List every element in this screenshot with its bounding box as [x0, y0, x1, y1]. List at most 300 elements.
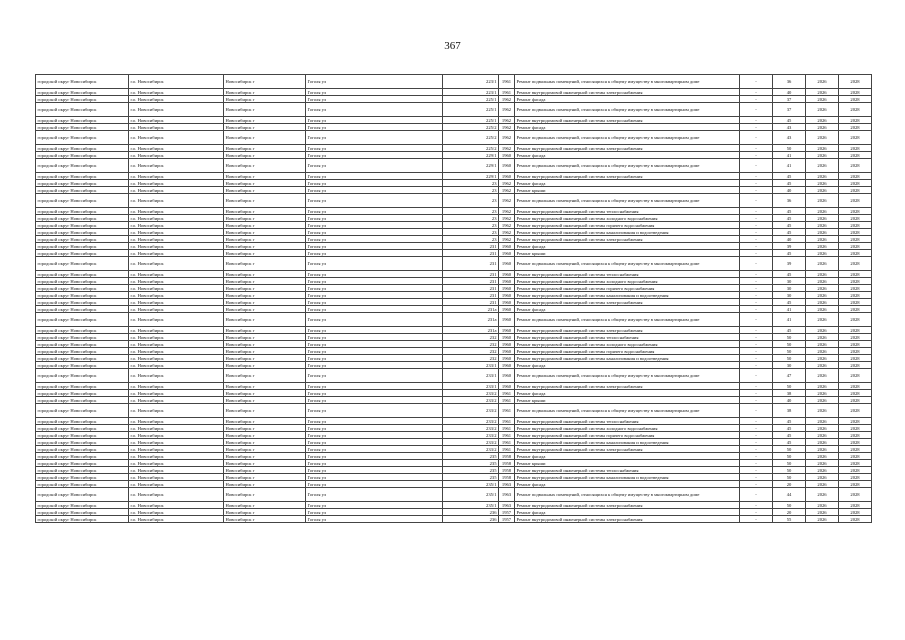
end-year-cell: 2028 — [839, 257, 872, 271]
end-year-cell: 2028 — [839, 306, 872, 313]
amount-cell: 47 — [773, 369, 806, 383]
house-number-cell: 23 — [443, 194, 499, 208]
dash-cell: - — [740, 313, 773, 327]
start-year-cell: 2026 — [806, 362, 839, 369]
work-type-cell: Ремонт внутридомовой инженерной системы канализования и водоотведения — [515, 355, 740, 362]
start-year-cell: 2026 — [806, 418, 839, 425]
amount-cell: 30 — [773, 362, 806, 369]
build-year-cell: 1960 — [499, 334, 515, 341]
table-row — [36, 397, 872, 404]
street-cell: Гоголя ул — [306, 103, 443, 117]
build-year-cell: 1962 — [499, 145, 515, 152]
start-year-cell: 2026 — [806, 194, 839, 208]
locality-cell: Новосибирск г — [224, 292, 306, 299]
start-year-cell: 2026 — [806, 516, 839, 523]
municipality-cell: городской округ Новосибирск — [36, 250, 129, 257]
start-year-cell: 2026 — [806, 215, 839, 222]
table-row — [36, 355, 872, 362]
amount-cell: 20 — [773, 509, 806, 516]
build-year-cell: 1960 — [499, 327, 515, 334]
municipality-cell: городской округ Новосибирск — [36, 257, 129, 271]
locality-cell: Новосибирск г — [224, 418, 306, 425]
dash-cell: - — [740, 89, 773, 96]
table-row — [36, 362, 872, 369]
work-type-cell: Ремонт внутридомовой инженерной системы электроснабжения — [515, 516, 740, 523]
municipal-district-cell: г.о. Новосибирск — [129, 313, 224, 327]
locality-cell: Новосибирск г — [224, 306, 306, 313]
work-type-cell: Ремонт крыши — [515, 460, 740, 467]
start-year-cell: 2026 — [806, 124, 839, 131]
build-year-cell: 1960 — [499, 369, 515, 383]
house-number-cell: 233/2 — [443, 397, 499, 404]
table-row — [36, 187, 872, 194]
build-year-cell: 1960 — [499, 271, 515, 278]
build-year-cell: 1962 — [499, 236, 515, 243]
municipal-district-cell: г.о. Новосибирск — [129, 502, 224, 509]
start-year-cell: 2026 — [806, 250, 839, 257]
street-cell: Гоголя ул — [306, 502, 443, 509]
start-year-cell: 2026 — [806, 348, 839, 355]
house-number-cell: 23 — [443, 208, 499, 215]
build-year-cell: 1963 — [499, 488, 515, 502]
work-type-cell: Ремонт внутридомовой инженерной системы электроснабжения — [515, 299, 740, 306]
dash-cell: - — [740, 390, 773, 397]
dash-cell: - — [740, 362, 773, 369]
table-row — [36, 229, 872, 236]
municipal-district-cell: г.о. Новосибирск — [129, 257, 224, 271]
municipal-district-cell: г.о. Новосибирск — [129, 348, 224, 355]
amount-cell: 20 — [773, 481, 806, 488]
table-row — [36, 383, 872, 390]
dash-cell: - — [740, 243, 773, 250]
build-year-cell: 1958 — [499, 460, 515, 467]
build-year-cell: 1962 — [499, 124, 515, 131]
build-year-cell: 1960 — [499, 159, 515, 173]
end-year-cell: 2028 — [839, 117, 872, 124]
house-number-cell: 236 — [443, 516, 499, 523]
house-number-cell: 231 — [443, 250, 499, 257]
street-cell: Гоголя ул — [306, 306, 443, 313]
house-number-cell: 23 — [443, 215, 499, 222]
house-number-cell: 229/1 — [443, 173, 499, 180]
start-year-cell: 2026 — [806, 145, 839, 152]
page-number: 367 — [444, 40, 461, 52]
dash-cell: - — [740, 229, 773, 236]
end-year-cell: 2028 — [839, 208, 872, 215]
municipality-cell: городской округ Новосибирск — [36, 439, 129, 446]
dash-cell: - — [740, 299, 773, 306]
build-year-cell: 1960 — [499, 299, 515, 306]
table-row — [36, 509, 872, 516]
street-cell: Гоголя ул — [306, 348, 443, 355]
locality-cell: Новосибирск г — [224, 502, 306, 509]
municipal-district-cell: г.о. Новосибирск — [129, 159, 224, 173]
amount-cell: 40 — [773, 187, 806, 194]
municipality-cell: городской округ Новосибирск — [36, 453, 129, 460]
work-type-cell: Ремонт фасада — [515, 243, 740, 250]
dash-cell: - — [740, 180, 773, 187]
build-year-cell: 1962 — [499, 103, 515, 117]
locality-cell: Новосибирск г — [224, 257, 306, 271]
municipality-cell: городской округ Новосибирск — [36, 341, 129, 348]
table-row — [36, 488, 872, 502]
end-year-cell: 2028 — [839, 432, 872, 439]
dash-cell: - — [740, 418, 773, 425]
amount-cell: 40 — [773, 89, 806, 96]
end-year-cell: 2028 — [839, 390, 872, 397]
work-type-cell: Ремонт внутридомовой инженерной системы теплоснабжения — [515, 334, 740, 341]
dash-cell: - — [740, 502, 773, 509]
street-cell: Гоголя ул — [306, 145, 443, 152]
municipality-cell: городской округ Новосибирск — [36, 271, 129, 278]
house-number-cell: 225/1 — [443, 96, 499, 103]
table-row — [36, 453, 872, 460]
house-number-cell: 235 — [443, 453, 499, 460]
end-year-cell: 2028 — [839, 453, 872, 460]
street-cell: Гоголя ул — [306, 334, 443, 341]
end-year-cell: 2028 — [839, 173, 872, 180]
table-row — [36, 152, 872, 159]
locality-cell: Новосибирск г — [224, 481, 306, 488]
amount-cell: 39 — [773, 257, 806, 271]
municipality-cell: городской округ Новосибирск — [36, 222, 129, 229]
municipal-district-cell: г.о. Новосибирск — [129, 131, 224, 145]
house-number-cell: 225/2 — [443, 124, 499, 131]
municipality-cell: городской округ Новосибирск — [36, 285, 129, 292]
table-row — [36, 117, 872, 124]
municipality-cell: городской округ Новосибирск — [36, 383, 129, 390]
build-year-cell: 1960 — [499, 250, 515, 257]
amount-cell: 45 — [773, 208, 806, 215]
municipal-district-cell: г.о. Новосибирск — [129, 390, 224, 397]
locality-cell: Новосибирск г — [224, 96, 306, 103]
build-year-cell: 1960 — [499, 362, 515, 369]
dash-cell: - — [740, 117, 773, 124]
amount-cell: 50 — [773, 474, 806, 481]
municipal-district-cell: г.о. Новосибирск — [129, 425, 224, 432]
table-row — [36, 299, 872, 306]
municipality-cell: городской округ Новосибирск — [36, 299, 129, 306]
work-type-cell: Ремонт крыши — [515, 250, 740, 257]
table-row — [36, 145, 872, 152]
house-number-cell: 231a — [443, 306, 499, 313]
end-year-cell: 2028 — [839, 124, 872, 131]
start-year-cell: 2026 — [806, 292, 839, 299]
house-number-cell: 223/1 — [443, 75, 499, 89]
locality-cell: Новосибирск г — [224, 313, 306, 327]
house-number-cell: 235/1 — [443, 488, 499, 502]
municipal-district-cell: г.о. Новосибирск — [129, 187, 224, 194]
amount-cell: 38 — [773, 390, 806, 397]
table-row — [36, 215, 872, 222]
locality-cell: Новосибирск г — [224, 194, 306, 208]
municipal-district-cell: г.о. Новосибирск — [129, 516, 224, 523]
locality-cell: Новосибирск г — [224, 460, 306, 467]
municipal-district-cell: г.о. Новосибирск — [129, 89, 224, 96]
street-cell: Гоголя ул — [306, 509, 443, 516]
work-type-cell: Ремонт внутридомовой инженерной системы электроснабжения — [515, 89, 740, 96]
work-type-cell: Ремонт фасада — [515, 390, 740, 397]
amount-cell: 41 — [773, 306, 806, 313]
end-year-cell: 2028 — [839, 75, 872, 89]
street-cell: Гоголя ул — [306, 369, 443, 383]
dash-cell: - — [740, 257, 773, 271]
build-year-cell: 1961 — [499, 432, 515, 439]
municipal-district-cell: г.о. Новосибирск — [129, 509, 224, 516]
build-year-cell: 1960 — [499, 285, 515, 292]
dash-cell: - — [740, 425, 773, 432]
end-year-cell: 2028 — [839, 481, 872, 488]
build-year-cell: 1961 — [499, 397, 515, 404]
street-cell: Гоголя ул — [306, 257, 443, 271]
end-year-cell: 2028 — [839, 488, 872, 502]
amount-cell: 50 — [773, 383, 806, 390]
municipal-district-cell: г.о. Новосибирск — [129, 446, 224, 453]
municipal-district-cell: г.о. Новосибирск — [129, 369, 224, 383]
end-year-cell: 2028 — [839, 187, 872, 194]
municipality-cell: городской округ Новосибирск — [36, 327, 129, 334]
amount-cell: 30 — [773, 278, 806, 285]
street-cell: Гоголя ул — [306, 404, 443, 418]
dash-cell: - — [740, 250, 773, 257]
table-row — [36, 236, 872, 243]
municipal-district-cell: г.о. Новосибирск — [129, 208, 224, 215]
amount-cell: 50 — [773, 467, 806, 474]
locality-cell: Новосибирск г — [224, 341, 306, 348]
end-year-cell: 2028 — [839, 446, 872, 453]
locality-cell: Новосибирск г — [224, 243, 306, 250]
municipality-cell: городской округ Новосибирск — [36, 446, 129, 453]
amount-cell: 45 — [773, 117, 806, 124]
house-number-cell: 232 — [443, 334, 499, 341]
street-cell: Гоголя ул — [306, 89, 443, 96]
house-number-cell: 231 — [443, 278, 499, 285]
locality-cell: Новосибирск г — [224, 355, 306, 362]
municipality-cell: городской округ Новосибирск — [36, 208, 129, 215]
locality-cell: Новосибирск г — [224, 103, 306, 117]
table-row — [36, 327, 872, 334]
amount-cell: 41 — [773, 159, 806, 173]
table-row — [36, 481, 872, 488]
amount-cell: 45 — [773, 299, 806, 306]
municipality-cell: городской округ Новосибирск — [36, 159, 129, 173]
locality-cell: Новосибирск г — [224, 362, 306, 369]
municipal-district-cell: г.о. Новосибирск — [129, 215, 224, 222]
municipal-district-cell: г.о. Новосибирск — [129, 229, 224, 236]
start-year-cell: 2026 — [806, 131, 839, 145]
amount-cell: 45 — [773, 271, 806, 278]
build-year-cell: 1962 — [499, 194, 515, 208]
start-year-cell: 2026 — [806, 355, 839, 362]
municipal-district-cell: г.о. Новосибирск — [129, 439, 224, 446]
municipality-cell: городской округ Новосибирск — [36, 390, 129, 397]
municipality-cell: городской округ Новосибирск — [36, 152, 129, 159]
locality-cell: Новосибирск г — [224, 117, 306, 124]
build-year-cell: 1962 — [499, 229, 515, 236]
amount-cell: 40 — [773, 236, 806, 243]
municipal-district-cell: г.о. Новосибирск — [129, 306, 224, 313]
build-year-cell: 1960 — [499, 313, 515, 327]
street-cell: Гоголя ул — [306, 474, 443, 481]
locality-cell: Новосибирск г — [224, 334, 306, 341]
house-number-cell: 231 — [443, 299, 499, 306]
municipal-district-cell: г.о. Новосибирск — [129, 404, 224, 418]
house-number-cell: 233/2 — [443, 432, 499, 439]
locality-cell: Новосибирск г — [224, 285, 306, 292]
table-row — [36, 75, 872, 89]
municipality-cell: городской округ Новосибирск — [36, 488, 129, 502]
end-year-cell: 2028 — [839, 327, 872, 334]
street-cell: Гоголя ул — [306, 215, 443, 222]
work-type-cell: Ремонт внутридомовой инженерной системы холодного водоснабжения — [515, 278, 740, 285]
municipality-cell: городской округ Новосибирск — [36, 229, 129, 236]
street-cell: Гоголя ул — [306, 173, 443, 180]
dash-cell: - — [740, 341, 773, 348]
end-year-cell: 2028 — [839, 362, 872, 369]
start-year-cell: 2026 — [806, 383, 839, 390]
amount-cell: 50 — [773, 460, 806, 467]
work-type-cell: Ремонт фасада — [515, 96, 740, 103]
build-year-cell: 1960 — [499, 257, 515, 271]
municipal-district-cell: г.о. Новосибирск — [129, 453, 224, 460]
work-type-cell: Ремонт внутридомовой инженерной системы электроснабжения — [515, 145, 740, 152]
table-row — [36, 502, 872, 509]
municipality-cell: городской округ Новосибирск — [36, 89, 129, 96]
end-year-cell: 2028 — [839, 103, 872, 117]
house-number-cell: 23 — [443, 187, 499, 194]
start-year-cell: 2026 — [806, 453, 839, 460]
amount-cell: 40 — [773, 397, 806, 404]
house-number-cell: 233/2 — [443, 404, 499, 418]
dash-cell: - — [740, 474, 773, 481]
municipality-cell: городской округ Новосибирск — [36, 362, 129, 369]
dash-cell: - — [740, 75, 773, 89]
work-type-cell: Ремонт внутридомовой инженерной системы электроснабжения — [515, 383, 740, 390]
amount-cell: 50 — [773, 145, 806, 152]
house-number-cell: 235/1 — [443, 502, 499, 509]
end-year-cell: 2028 — [839, 509, 872, 516]
municipal-district-cell: г.о. Новосибирск — [129, 117, 224, 124]
start-year-cell: 2026 — [806, 299, 839, 306]
start-year-cell: 2026 — [806, 446, 839, 453]
table-row — [36, 131, 872, 145]
street-cell: Гоголя ул — [306, 341, 443, 348]
work-type-cell: Ремонт внутридомовой инженерной системы электроснабжения — [515, 236, 740, 243]
end-year-cell: 2028 — [839, 418, 872, 425]
locality-cell: Новосибирск г — [224, 89, 306, 96]
work-type-cell: Ремонт крыши — [515, 187, 740, 194]
table-row — [36, 250, 872, 257]
house-number-cell: 235 — [443, 460, 499, 467]
table-row — [36, 124, 872, 131]
work-type-cell: Ремонт подвальных помещений, относящихся к общему имуществу в многоквартирном доме — [515, 404, 740, 418]
table-row — [36, 369, 872, 383]
build-year-cell: 1962 — [499, 180, 515, 187]
end-year-cell: 2028 — [839, 516, 872, 523]
house-number-cell: 232 — [443, 355, 499, 362]
dash-cell: - — [740, 432, 773, 439]
municipality-cell: городской округ Новосибирск — [36, 75, 129, 89]
house-number-cell: 231 — [443, 292, 499, 299]
locality-cell: Новосибирск г — [224, 348, 306, 355]
table-row — [36, 446, 872, 453]
amount-cell: 45 — [773, 180, 806, 187]
dash-cell: - — [740, 446, 773, 453]
work-type-cell: Ремонт подвальных помещений, относящихся к общему имуществу в многоквартирном доме — [515, 103, 740, 117]
table-row — [36, 334, 872, 341]
work-type-cell: Ремонт фасада — [515, 124, 740, 131]
locality-cell: Новосибирск г — [224, 180, 306, 187]
municipality-cell: городской округ Новосибирск — [36, 481, 129, 488]
end-year-cell: 2028 — [839, 250, 872, 257]
end-year-cell: 2028 — [839, 222, 872, 229]
build-year-cell: 1962 — [499, 117, 515, 124]
dash-cell: - — [740, 383, 773, 390]
table-row — [36, 222, 872, 229]
locality-cell: Новосибирск г — [224, 425, 306, 432]
work-type-cell: Ремонт внутридомовой инженерной системы горячего водоснабжения — [515, 285, 740, 292]
street-cell: Гоголя ул — [306, 516, 443, 523]
amount-cell: 44 — [773, 488, 806, 502]
locality-cell: Новосибирск г — [224, 131, 306, 145]
municipality-cell: городской округ Новосибирск — [36, 131, 129, 145]
build-year-cell: 1961 — [499, 418, 515, 425]
municipal-district-cell: г.о. Новосибирск — [129, 299, 224, 306]
street-cell: Гоголя ул — [306, 236, 443, 243]
amount-cell: 50 — [773, 334, 806, 341]
dash-cell: - — [740, 159, 773, 173]
locality-cell: Новосибирск г — [224, 250, 306, 257]
locality-cell: Новосибирск г — [224, 516, 306, 523]
house-number-cell: 229/1 — [443, 152, 499, 159]
work-type-cell: Ремонт внутридомовой инженерной системы холодного водоснабжения — [515, 215, 740, 222]
work-type-cell: Ремонт подвальных помещений, относящихся к общему имуществу в многоквартирном доме — [515, 313, 740, 327]
municipal-district-cell: г.о. Новосибирск — [129, 355, 224, 362]
locality-cell: Новосибирск г — [224, 278, 306, 285]
municipality-cell: городской округ Новосибирск — [36, 425, 129, 432]
table-row — [36, 439, 872, 446]
street-cell: Гоголя ул — [306, 432, 443, 439]
work-type-cell: Ремонт внутридомовой инженерной системы горячего водоснабжения — [515, 348, 740, 355]
end-year-cell: 2028 — [839, 369, 872, 383]
dash-cell: - — [740, 355, 773, 362]
locality-cell: Новосибирск г — [224, 439, 306, 446]
build-year-cell: 1960 — [499, 243, 515, 250]
build-year-cell: 1961 — [499, 425, 515, 432]
municipality-cell: городской округ Новосибирск — [36, 145, 129, 152]
dash-cell: - — [740, 292, 773, 299]
build-year-cell: 1960 — [499, 341, 515, 348]
locality-cell: Новосибирск г — [224, 369, 306, 383]
dash-cell: - — [740, 208, 773, 215]
house-number-cell: 235 — [443, 467, 499, 474]
municipal-district-cell: г.о. Новосибирск — [129, 488, 224, 502]
municipal-district-cell: г.о. Новосибирск — [129, 418, 224, 425]
table-row — [36, 467, 872, 474]
municipality-cell: городской округ Новосибирск — [36, 502, 129, 509]
municipality-cell: городской округ Новосибирск — [36, 397, 129, 404]
build-year-cell: 1957 — [499, 516, 515, 523]
municipality-cell: городской округ Новосибирск — [36, 187, 129, 194]
dash-cell: - — [740, 222, 773, 229]
house-number-cell: 225/1 — [443, 103, 499, 117]
build-year-cell: 1963 — [499, 481, 515, 488]
build-year-cell: 1960 — [499, 292, 515, 299]
table-row — [36, 313, 872, 327]
municipal-district-cell: г.о. Новосибирск — [129, 124, 224, 131]
dash-cell: - — [740, 173, 773, 180]
municipality-cell: городской округ Новосибирск — [36, 348, 129, 355]
